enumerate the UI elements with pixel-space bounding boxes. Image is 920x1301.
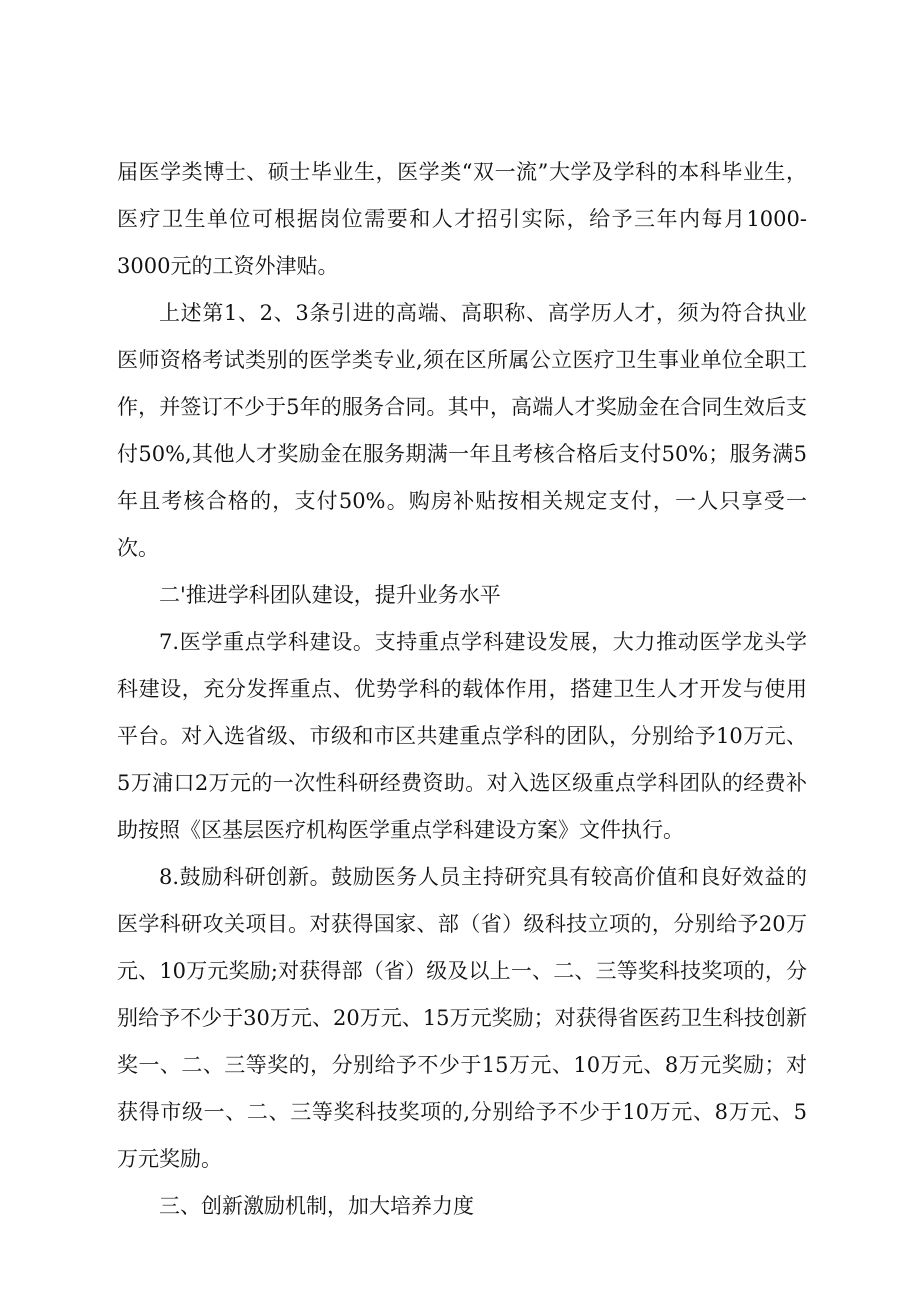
document-body bbox=[117, 149, 807, 1230]
paragraph-key-discipline-construction: 7.医学重点学科建设。支持重点学科建设发展，大力推动医学龙头学科建设，充分发挥重点、优势学科的载体作用，搭建卫生人才开发与使用平台。对入选省级、市级和市区共建重点学科的团队，分别给予10万元、5万浦口2万元的一次性科研经费资助。对入选区级重点学科团队的经费补助按照《区基层医疗机构医学重点学科建设方案》文件执行。 bbox=[117, 630, 807, 842]
paragraph-talent-requirements: 上述第1、2、3条引进的高端、高职称、高学历人才，须为符合执业医师资格考试类别的医学类专业,须在区所属公立医疗卫生事业单位全职工作，并签订不少于5年的服务合同。其中，高端人才奖励金在合同生效后支付50%,其他人才奖励金在服务期满一年且考核合格后支付50%；服务满5年且考核合格的，支付50%。购房补贴按相关规定支付，一人只享受一次。 bbox=[117, 301, 807, 560]
section-heading-incentive-mechanism: 三、创新激励机制，加大培养力度 bbox=[159, 1194, 474, 1218]
paragraph-research-innovation: 8.鼓励科研创新。鼓励医务人员主持研究具有较高价值和良好效益的医学科研攻关项目。对获得国家、部（省）级科技立项的，分别给予20万元、10万元奖励;对获得部（省）级及以上一、二、三等奖科技奖项的，分别给予不少于30万元、20万元、15万元奖励；对获得省医药卫生科技创新奖一、二、三等奖的，分别给予不少于15万元、10万元、8万元奖励；对获得市级一、二、三等奖科技奖项的,分别给予不少于10万元、8万元、5万元奖励。 bbox=[117, 865, 807, 1171]
paragraph-stipend-continuation: 届医学类博士、硕士毕业生，医学类“双一流”大学及学科的本科毕业生，医疗卫生单位可根据岗位需要和人才招引实际，给予三年内每月1000-3000元的工资外津贴。 bbox=[117, 160, 807, 278]
section-heading-discipline-teams: 二'推进学科团队建设，提升业务水平 bbox=[159, 583, 501, 607]
